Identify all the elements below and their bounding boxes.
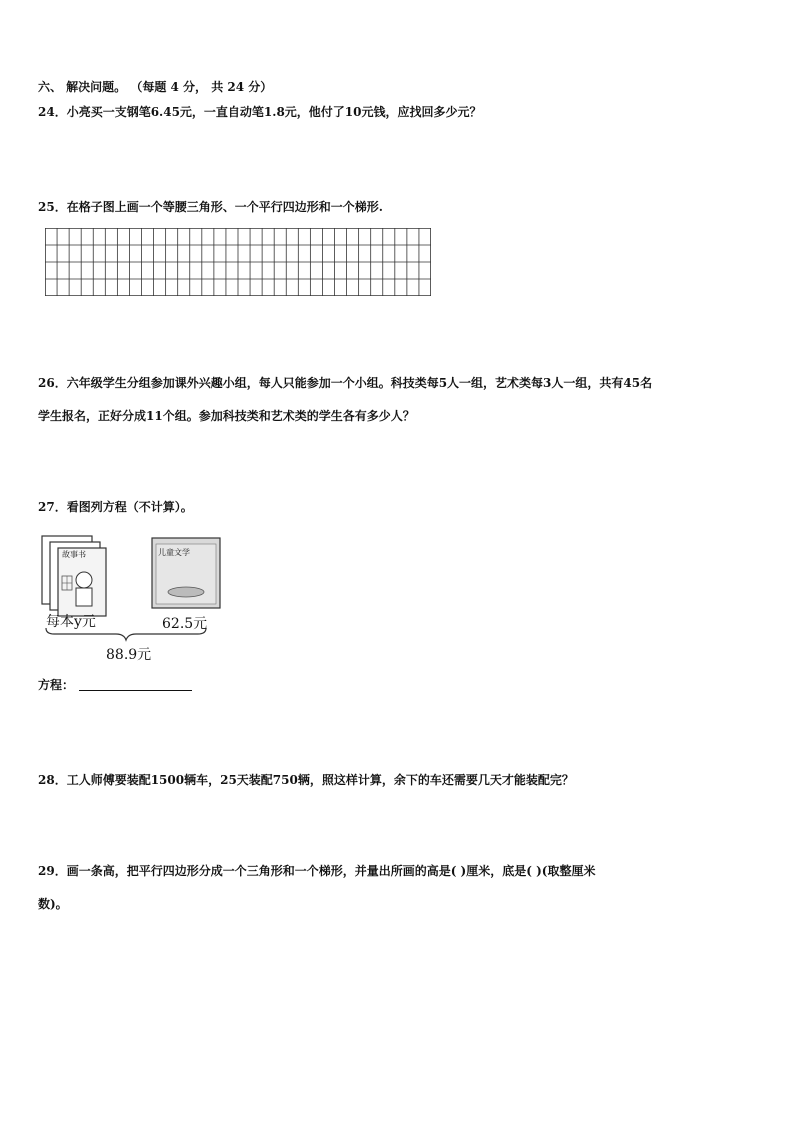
- grid-paper: [45, 228, 431, 296]
- book-left-label: 故事书: [62, 550, 86, 559]
- question-27: 27．看图列方程（不计算）。: [38, 500, 193, 514]
- books-figure: [40, 530, 240, 670]
- equation-answer-line[interactable]: [79, 690, 192, 691]
- question-29-line2: 数)。: [38, 897, 68, 911]
- question-26-line1: 26．六年级学生分组参加课外兴趣小组，每人只能参加一个小组。科技类每5人一组，艺术类每3人一组，共有45名: [38, 376, 653, 390]
- question-25: 25．在格子图上画一个等腰三角形、一个平行四边形和一个梯形.: [38, 200, 383, 214]
- question-26-line2: 学生报名，正好分成11个组。参加科技类和艺术类的学生各有多少人？: [38, 409, 415, 423]
- price-each-label: 每本y元: [46, 614, 96, 630]
- section-heading: 六、 解决问题。 （每题 4 分， 共 24 分）: [38, 80, 273, 94]
- question-24: 24．小亮买一支钢笔6.45元，一直自动笔1.8元，他付了10元钱，应找回多少元？: [38, 105, 482, 119]
- question-28: 28．工人师傅要装配1500辆车，25天装配750辆，照这样计算，余下的车还需要几天才能装配完？: [38, 773, 574, 787]
- price-single-label: 62.5元: [162, 616, 208, 632]
- total-label: 88.9元: [106, 647, 152, 663]
- equation-label: 方程：: [38, 678, 75, 692]
- question-29-line1: 29．画一条高，把平行四边形分成一个三角形和一个梯形，并量出所画的高是( )厘米，底是( )(取整厘米: [38, 864, 596, 878]
- book-right-label: 儿童文学: [158, 548, 190, 557]
